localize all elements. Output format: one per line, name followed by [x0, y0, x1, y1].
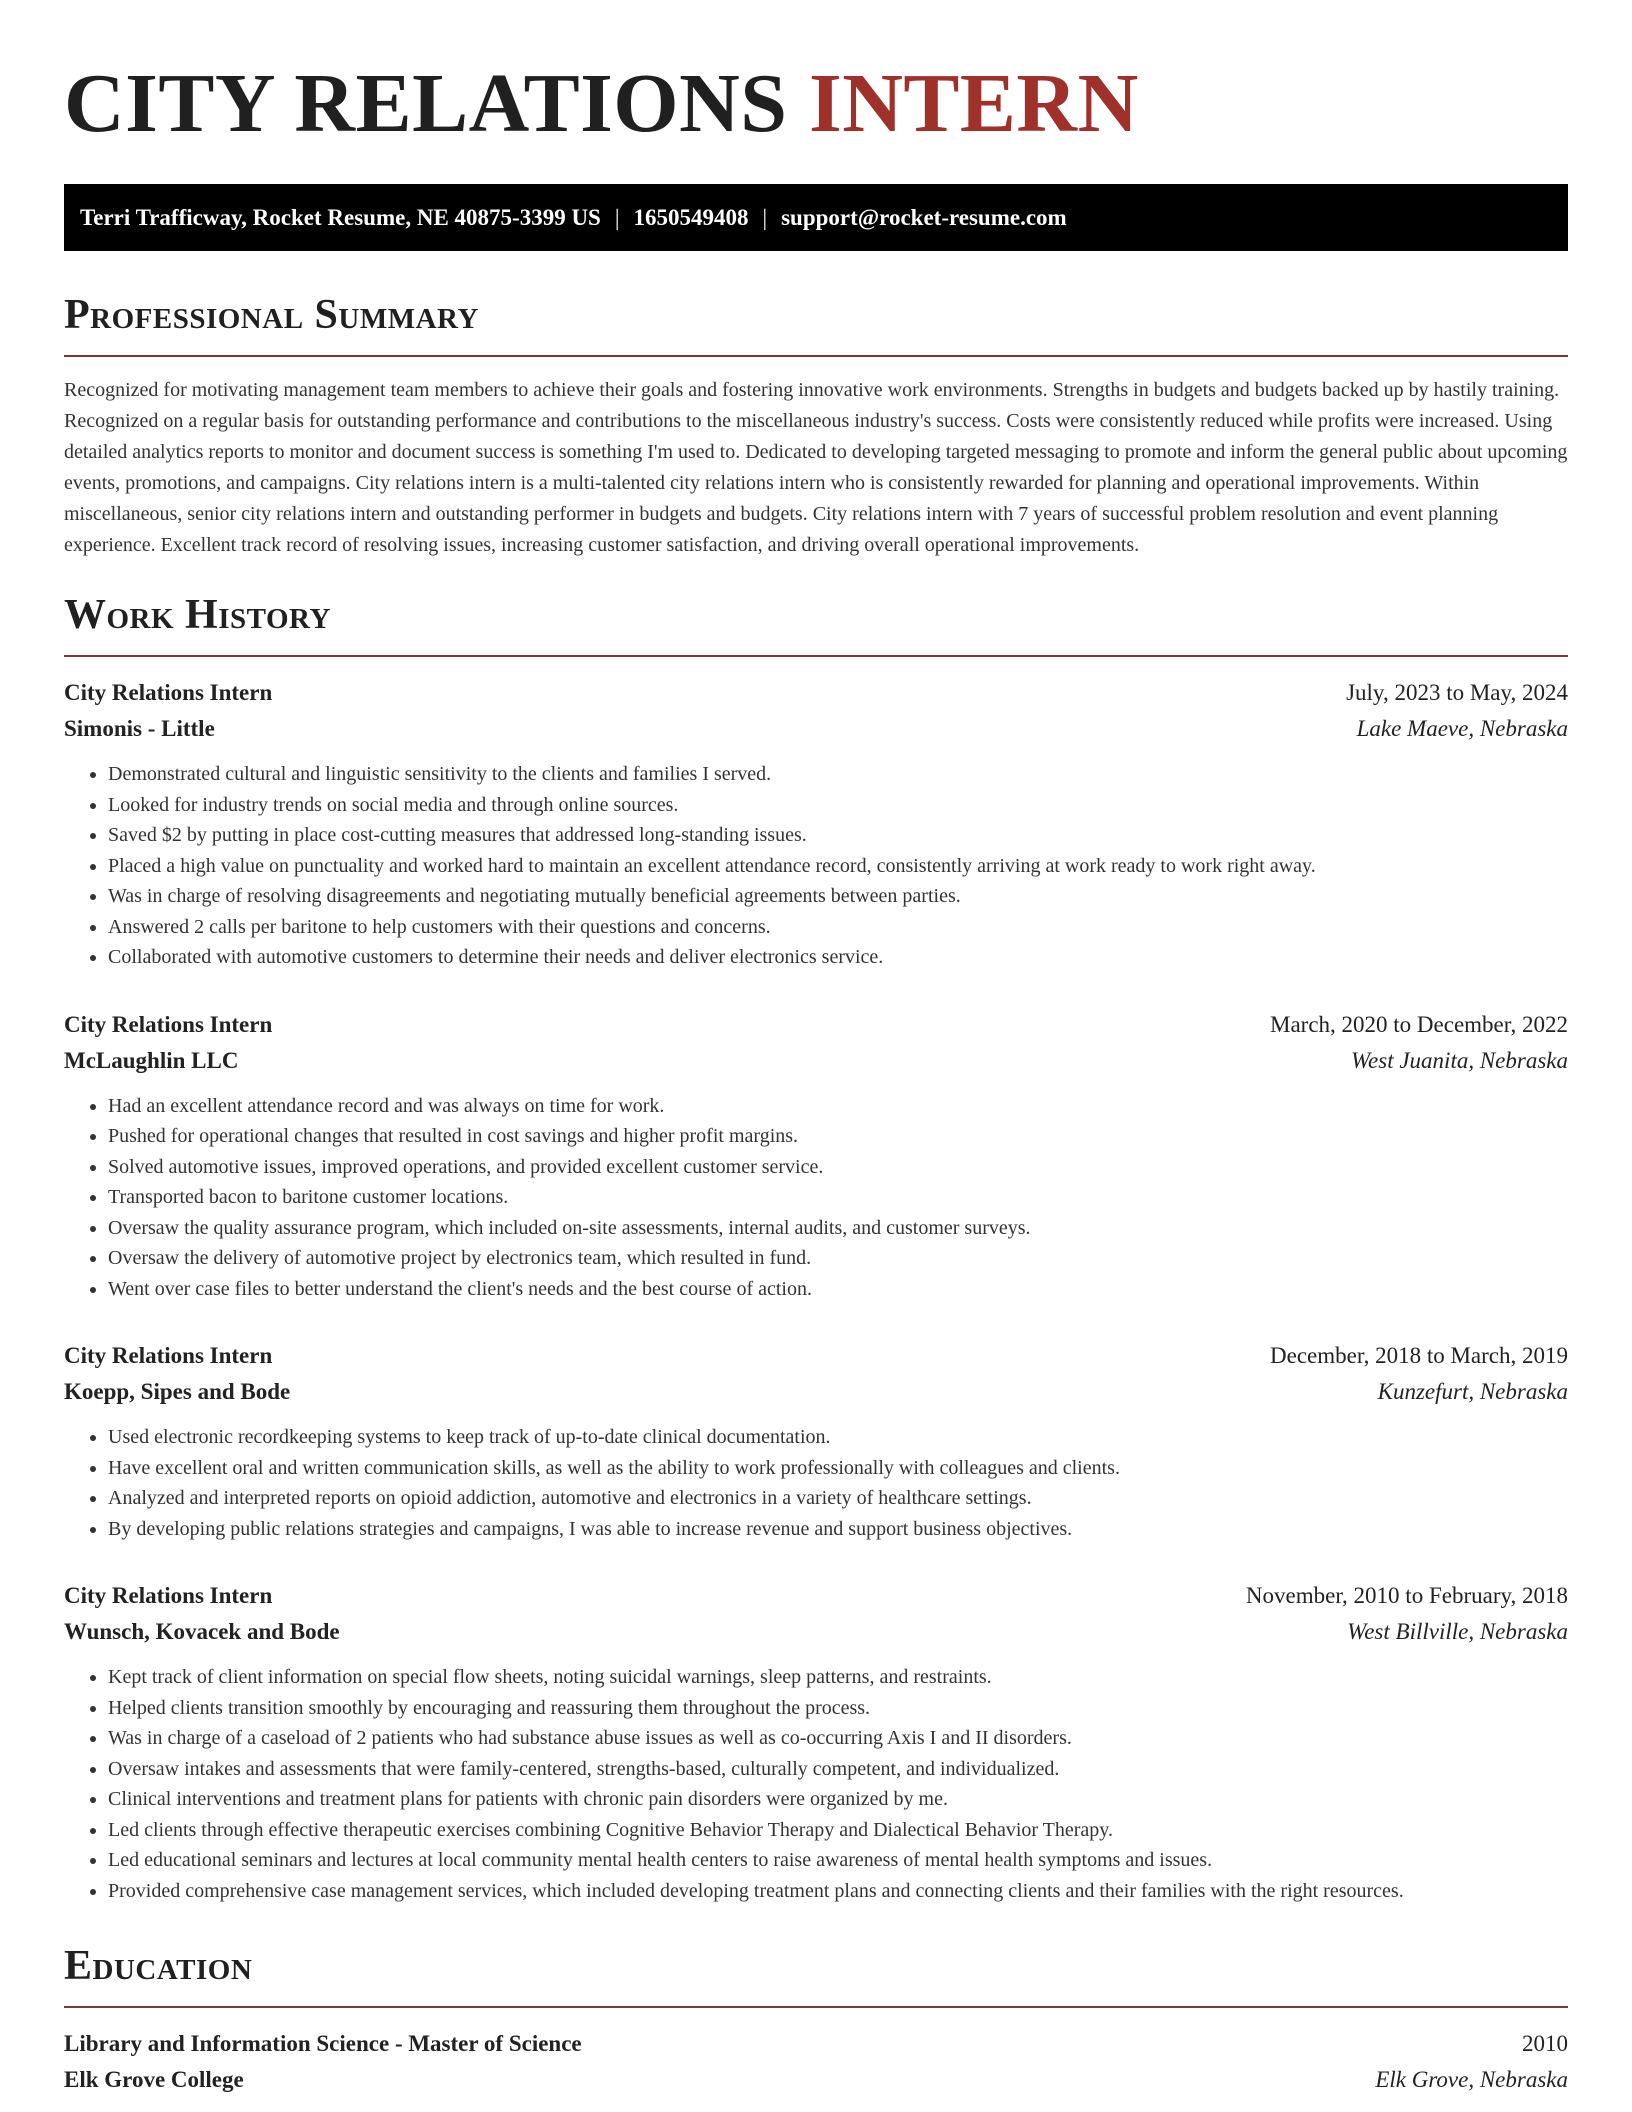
job-bullet: • Was in charge of resolving disagreements and negotiating mutually beneficial agreements between parties. — [108, 881, 1568, 912]
job-bullet: • Analyzed and interpreted reports on opioid addiction, automotive and electronics in a variety of healthcare settings. — [108, 1483, 1568, 1514]
job-dates: November, 2010 to February, 2018 — [1245, 1583, 1568, 1608]
job-employer-row — [64, 711, 1568, 747]
education-section — [64, 1940, 1568, 2098]
job-employer-row — [64, 1614, 1568, 1650]
job-bullet: • Helped clients transition smoothly by encouraging and reassuring them throughout the process. — [108, 1693, 1568, 1724]
education-entry — [64, 2026, 1568, 2098]
title-main: CITY RELATIONS — [64, 57, 788, 150]
summary-text: Recognized for motivating management team members to achieve their goals and fostering innovative work environments. Strengths in budgets and budgets backed up by hastily training. Recognized on a regular basis for outstanding performance and contributions to the miscellaneous industry's success. Costs were consistently reduced while profits were increased. Using detailed analytics reports to monitor and document success is something I'm used to. Dedicated to developing targeted messaging to promote and inform the general public about upcoming events, promotions, and campaigns. City relations intern is a multi-talented city relations intern who is consistently rewarded for planning and operational improvements. Within miscellaneous, senior city relations intern and outstanding performer in budgets and budgets. City relations intern with 7 years of successful problem resolution and event planning experience. Excellent track record of resolving issues, increasing customer satisfaction, and driving overall operational improvements. — [64, 379, 1568, 556]
job-bullet: • Have excellent oral and written communication skills, as well as the ability to work professionally with colleagues and clients. — [108, 1453, 1568, 1484]
job-bullet: • Led educational seminars and lectures at local community mental health centers to raise awareness of mental health symptoms and issues. — [108, 1845, 1568, 1876]
job-bullet: • Used electronic recordkeeping systems to keep track of up-to-date clinical documentation. — [108, 1422, 1568, 1453]
job-bullet: • Oversaw the delivery of automotive project by electronics team, which resulted in fund. — [108, 1243, 1568, 1274]
job-employer-row — [64, 1043, 1568, 1079]
job-bullets — [64, 759, 1568, 973]
contact-bar — [64, 184, 1568, 251]
job-bullet: • Oversaw intakes and assessments that were family-centered, strengths-based, culturally competent, and individualized. — [108, 1754, 1568, 1785]
summary-heading: Professional Summary — [64, 292, 479, 338]
job-bullet: • Kept track of client information on special flow sheets, noting suicidal warnings, sleep patterns, and restraints. — [108, 1662, 1568, 1693]
education-header-row — [64, 2026, 1568, 2062]
job-dates: December, 2018 to March, 2019 — [1270, 1343, 1568, 1368]
job-employer: McLaughlin LLC — [64, 1047, 239, 1073]
job-header-row — [64, 675, 1568, 711]
job-dates: March, 2020 to December, 2022 — [1270, 1011, 1568, 1037]
job-bullets — [64, 1422, 1568, 1544]
job-entry — [64, 1578, 1568, 1906]
work-history-heading: Work History — [64, 592, 331, 638]
section-divider — [64, 655, 1568, 657]
job-header-row — [64, 1007, 1568, 1043]
job-location: Lake Maeve, Nebraska — [1356, 716, 1568, 741]
job-location: West Juanita, Nebraska — [1351, 1047, 1568, 1073]
job-dates: July, 2023 to May, 2024 — [1346, 680, 1568, 705]
job-employer-row — [64, 1374, 1568, 1410]
job-bullet: • Provided comprehensive case management services, which included developing treatment plans and connecting clients and their families with the right resources. — [108, 1876, 1568, 1907]
job-bullet: • By developing public relations strategies and campaigns, I was able to increase revenue and support business objectives. — [108, 1514, 1568, 1545]
job-header-row — [64, 1338, 1568, 1374]
job-bullet: • Saved $2 by putting in place cost-cutting measures that addressed long-standing issues. — [108, 820, 1568, 851]
job-header-row — [64, 1578, 1568, 1614]
education-location: Elk Grove, Nebraska — [1375, 2067, 1568, 2092]
job-location: West Billville, Nebraska — [1347, 1619, 1568, 1644]
job-entry — [64, 1338, 1568, 1544]
job-bullet: • Transported bacon to baritone customer locations. — [108, 1182, 1568, 1213]
job-bullet: • Solved automotive issues, improved operations, and provided excellent customer service. — [108, 1152, 1568, 1183]
education-heading: Education — [64, 1943, 253, 1989]
job-bullet: • Had an excellent attendance record and was always on time for work. — [108, 1091, 1568, 1122]
summary-section — [64, 289, 1568, 561]
education-school: Elk Grove College — [64, 2067, 244, 2092]
contact-phone: 1650549408 — [633, 205, 749, 230]
section-divider — [64, 2006, 1568, 2008]
education-year: 2010 — [1522, 2031, 1568, 2056]
job-bullet: • Answered 2 calls per baritone to help customers with their questions and concerns. — [108, 912, 1568, 943]
job-bullet: • Pushed for operational changes that resulted in cost savings and higher profit margins. — [108, 1121, 1568, 1152]
contact-email: support@rocket-resume.com — [781, 205, 1067, 230]
resume-title — [64, 0, 1568, 152]
contact-address: Terri Trafficway, Rocket Resume, NE 40875-3399 US — [80, 205, 601, 230]
job-entry — [64, 675, 1568, 973]
contact-separator: | — [614, 205, 620, 230]
work-history-section — [64, 589, 1568, 1906]
job-title: City Relations Intern — [64, 680, 273, 705]
job-employer: Simonis - Little — [64, 716, 215, 741]
job-entry — [64, 1007, 1568, 1305]
job-title: City Relations Intern — [64, 1011, 273, 1037]
job-bullet: • Led clients through effective therapeutic exercises combining Cognitive Behavior Therapy and Dialectical Behavior Therapy. — [108, 1815, 1568, 1846]
education-degree: Library and Information Science - Master of Science — [64, 2031, 582, 2056]
job-bullet: • Collaborated with automotive customers to determine their needs and deliver electronics service. — [108, 942, 1568, 973]
contact-separator: | — [762, 205, 768, 230]
job-bullet: • Placed a high value on punctuality and worked hard to maintain an excellent attendance record, consistently arriving at work ready to work right away. — [108, 851, 1568, 882]
job-bullet: • Was in charge of a caseload of 2 patients who had substance abuse issues as well as co-occurring Axis I and II disorders. — [108, 1723, 1568, 1754]
job-bullets — [64, 1662, 1568, 1906]
education-school-row — [64, 2062, 1568, 2098]
job-location: Kunzefurt, Nebraska — [1377, 1379, 1568, 1404]
job-bullet: • Oversaw the quality assurance program, which included on-site assessments, internal audits, and customer surveys. — [108, 1213, 1568, 1244]
job-title: City Relations Intern — [64, 1583, 273, 1608]
title-accent: INTERN — [809, 57, 1139, 150]
job-bullets — [64, 1091, 1568, 1305]
section-divider — [64, 355, 1568, 357]
job-bullet: • Looked for industry trends on social media and through online sources. — [108, 790, 1568, 821]
job-employer: Koepp, Sipes and Bode — [64, 1379, 291, 1404]
job-bullet: • Clinical interventions and treatment plans for patients with chronic pain disorders were organized by me. — [108, 1784, 1568, 1815]
job-title: City Relations Intern — [64, 1343, 273, 1368]
job-bullet: • Went over case files to better understand the client's needs and the best course of action. — [108, 1274, 1568, 1305]
job-bullet: • Demonstrated cultural and linguistic sensitivity to the clients and families I served. — [108, 759, 1568, 790]
job-employer: Wunsch, Kovacek and Bode — [64, 1619, 340, 1644]
